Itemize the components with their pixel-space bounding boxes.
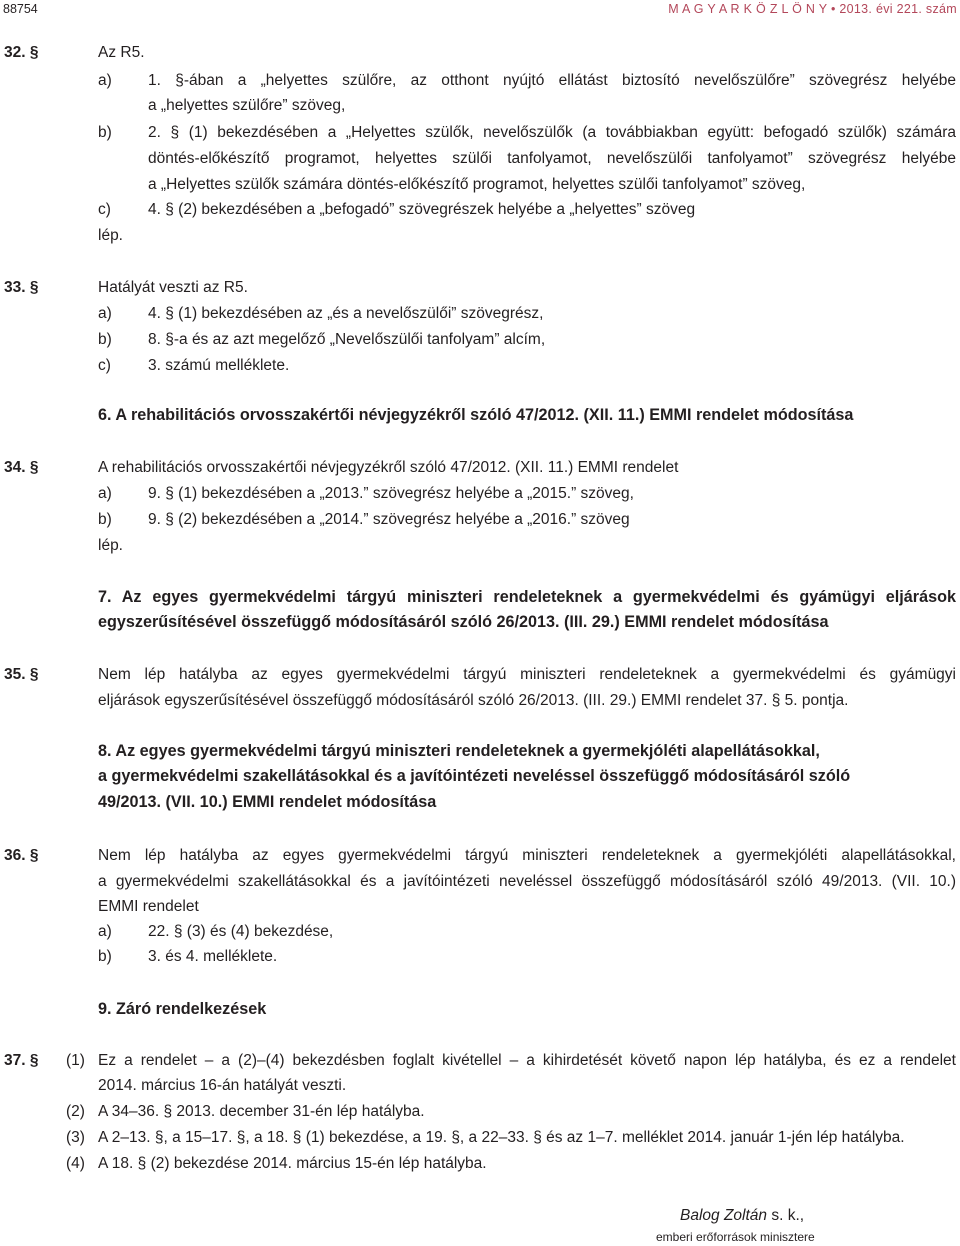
section-37-p3-text: A 2–13. §, a 15–17. §, a 18. § (1) bekezdése, a 19. §, a 22–33. § és az 1–7. melléklet 2014. január 1-jén lép hatályba. — [98, 1129, 905, 1146]
section-35-number: 35. § — [4, 666, 39, 683]
section-35-line1: Nem lép hatályba az egyes gyermekvédelmi tárgyú miniszteri rendeleteknek a gyermekvédelmi és gyámügyi — [98, 666, 956, 683]
heading-7-line1: 7. Az egyes gyermekvédelmi tárgyú miniszteri rendeleteknek a gyermekvédelmi és gyámügyi eljárások — [98, 588, 956, 606]
section-34-a-label: a) — [98, 485, 112, 502]
section-37-p2-label: (2) — [66, 1103, 85, 1120]
section-36-b-label: b) — [98, 948, 112, 965]
section-33-c-label: c) — [98, 357, 111, 374]
section-34-b-label: b) — [98, 511, 112, 528]
page-header — [0, 0, 960, 22]
section-32-c-text: 4. § (2) bekezdésében a „befogadó” szövegrészek helyébe a „helyettes” szöveg — [148, 201, 696, 218]
journal-title: M A G Y A R K Ö Z L Ö N Y • 2013. évi 221. szám — [668, 2, 957, 16]
section-33-a-text: 4. § (1) bekezdésében az „és a nevelőszülői” szövegrész, — [148, 305, 544, 322]
section-32-b-label: b) — [98, 124, 112, 141]
section-32-a-label: a) — [98, 72, 112, 89]
section-37-p1-line2: 2014. március 16-án hatályát veszti. — [98, 1077, 347, 1094]
section-36-line1: Nem lép hatályba az egyes gyermekvédelmi tárgyú miniszteri rendeleteknek a gyermekjóléti alapellátásokkal, — [98, 847, 956, 864]
section-35-line2: eljárások egyszerűsítésével összefüggő módosításáról szóló 26/2013. (III. 29.) EMMI rendelet 37. § 5. pontja. — [98, 692, 849, 709]
section-36-a-label: a) — [98, 923, 112, 940]
section-37-p4-text: A 18. § (2) bekezdése 2014. március 15-én lép hatályba. — [98, 1155, 487, 1172]
heading-8-line3: 49/2013. (VII. 10.) EMMI rendelet módosítása — [98, 793, 437, 811]
section-34-intro: A rehabilitációs orvosszakértői névjegyzékről szóló 47/2012. (XII. 11.) EMMI rendelet — [98, 459, 679, 476]
section-32-number: 32. § — [4, 44, 39, 61]
section-32-intro: Az R5. — [98, 44, 145, 61]
heading-9: 9. Záró rendelkezések — [98, 1000, 267, 1018]
section-37-p2-text: A 34–36. § 2013. december 31-én lép hatályba. — [98, 1103, 425, 1120]
section-36-number: 36. § — [4, 847, 39, 864]
page-number: 88754 — [3, 2, 38, 16]
heading-7-line2: egyszerűsítésével összefüggő módosításáról szóló 26/2013. (III. 29.) EMMI rendelet módosítása — [98, 613, 829, 631]
heading-8-line2: a gyermekvédelmi szakellátásokkal és a javítóintézeti neveléssel összefüggő módosításáról szóló — [98, 767, 851, 785]
section-37-p3-label: (3) — [66, 1129, 85, 1146]
section-33-number: 33. § — [4, 279, 39, 296]
signature-block — [680, 1207, 804, 1225]
section-33-intro: Hatályát veszti az R5. — [98, 279, 248, 296]
section-32-a-line1: 1. §-ában a „helyettes szülőre, az otthont nyújtó ellátást biztosító nevelőszülőre” szövegrész helyébe — [148, 72, 956, 89]
section-36-line2: a gyermekvédelmi szakellátásokkal és a javítóintézeti neveléssel összefüggő módosításáról szóló 49/2013. (VII. 10.) — [98, 873, 956, 890]
section-32-b-line1: 2. § (1) bekezdésében a „Helyettes szülők, nevelőszülők (a továbbiakban együtt: befogadó szülők) számára — [148, 124, 956, 141]
section-32-a-line2: a „helyettes szülőre” szöveg, — [148, 97, 346, 114]
section-32-b-line3: a „Helyettes szülők számára döntés-előkészítő programot, helyettes szülői tanfolyamot” szöveg, — [148, 176, 806, 193]
section-33-b-text: 8. §-a és az azt megelőző „Nevelőszülői tanfolyam” alcím, — [148, 331, 546, 348]
section-34-a-text: 9. § (1) bekezdésében a „2013.” szövegrész helyébe a „2015.” szöveg, — [148, 485, 634, 502]
section-37-p4-label: (4) — [66, 1155, 85, 1172]
section-37-number: 37. § — [4, 1052, 39, 1069]
heading-6: 6. A rehabilitációs orvosszakértői névjegyzékről szóló 47/2012. (XII. 11.) EMMI rendelet módosítása — [98, 406, 854, 424]
section-37-p1-line1: Ez a rendelet – a (2)–(4) bekezdésben foglalt kivétellel – a kihirdetését követő napon lép hatályba, és ez a rendelet — [98, 1052, 956, 1069]
section-36-a-text: 22. § (3) és (4) bekezdése, — [148, 923, 334, 940]
section-33-c-text: 3. számú melléklete. — [148, 357, 290, 374]
section-34-number: 34. § — [4, 459, 39, 476]
section-32-end: lép. — [98, 227, 123, 244]
signature-suffix: s. k., — [767, 1207, 805, 1224]
section-33-b-label: b) — [98, 331, 112, 348]
section-36-line3: EMMI rendelet — [98, 898, 199, 915]
section-37-p1-label: (1) — [66, 1052, 85, 1069]
section-36-b-text: 3. és 4. melléklete. — [148, 948, 278, 965]
signature-name: Balog Zoltán — [680, 1207, 768, 1224]
section-34-b-text: 9. § (2) bekezdésében a „2014.” szövegrész helyébe a „2016.” szöveg — [148, 511, 630, 528]
section-32-b-line2: döntés-előkészítő programot, helyettes szülői tanfolyamot, nevelőszülői tanfolyamot” szövegrész helyébe — [148, 150, 956, 167]
section-34-end: lép. — [98, 537, 123, 554]
section-33-a-label: a) — [98, 305, 112, 322]
signature-title: emberi erőforrások minisztere — [656, 1230, 815, 1244]
heading-8-line1: 8. Az egyes gyermekvédelmi tárgyú miniszteri rendeleteknek a gyermekjóléti alapellátásokkal, — [98, 742, 820, 760]
section-32-c-label: c) — [98, 201, 111, 218]
